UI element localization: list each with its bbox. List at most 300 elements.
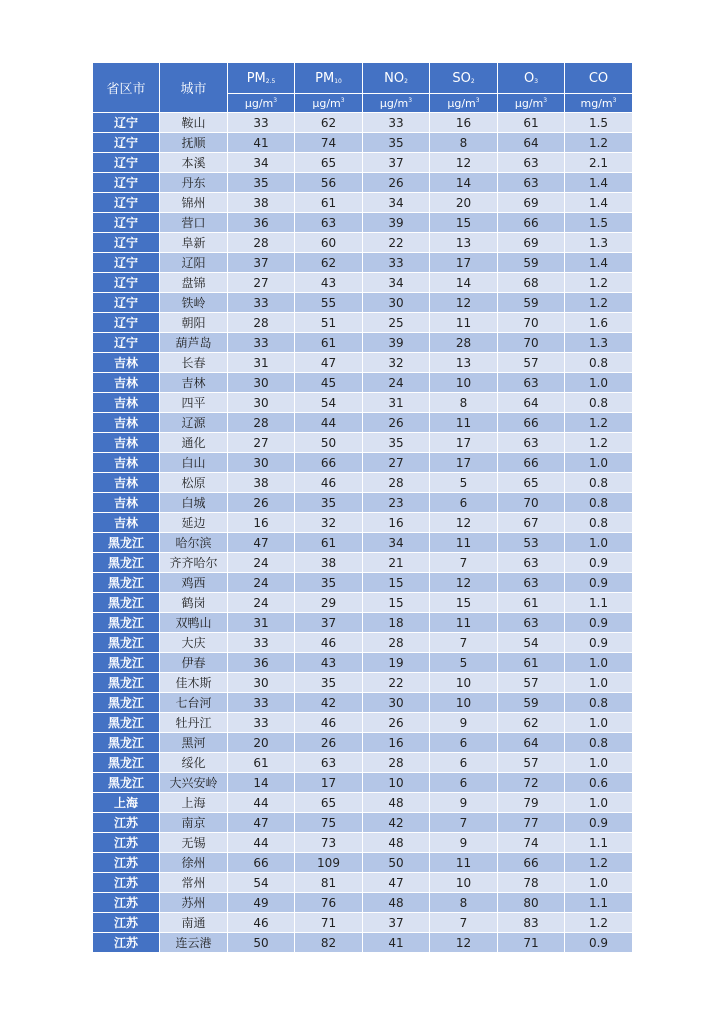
cell-pm10: 61 [295, 193, 363, 213]
cell-no2: 25 [363, 313, 430, 333]
cell-co: 1.4 [565, 253, 633, 273]
cell-co: 1.6 [565, 313, 633, 333]
unit-so2: $\mu g/m^3$ [430, 94, 498, 113]
cell-no2: 39 [363, 333, 430, 353]
table-row [93, 433, 633, 453]
cell-pm10: 35 [295, 493, 363, 513]
cell-pm25: 66 [228, 853, 295, 873]
cell-pm10: 32 [295, 513, 363, 533]
cell-province: 江苏 [93, 913, 160, 933]
cell-pm10: 37 [295, 613, 363, 633]
cell-province: 吉林 [93, 413, 160, 433]
cell-province: 辽宁 [93, 253, 160, 273]
cell-city: 延边 [160, 513, 228, 533]
cell-pm10: 109 [295, 853, 363, 873]
cell-pm10: 46 [295, 633, 363, 653]
table-row [93, 373, 633, 393]
cell-city: 连云港 [160, 933, 228, 953]
cell-co: 1.0 [565, 793, 633, 813]
cell-co: 1.2 [565, 433, 633, 453]
cell-so2: 15 [430, 593, 498, 613]
table-row [93, 573, 633, 593]
cell-no2: 19 [363, 653, 430, 673]
cell-pm10: 50 [295, 433, 363, 453]
cell-so2: 6 [430, 773, 498, 793]
cell-so2: 17 [430, 453, 498, 473]
table-row [93, 833, 633, 853]
cell-pm25: 27 [228, 273, 295, 293]
cell-pm10: 35 [295, 673, 363, 693]
cell-co: 0.8 [565, 493, 633, 513]
cell-co: 0.9 [565, 813, 633, 833]
table-row [93, 313, 633, 333]
table-row [93, 113, 633, 133]
cell-no2: 30 [363, 693, 430, 713]
cell-pm25: 34 [228, 153, 295, 173]
col-header-co: CO [565, 63, 633, 94]
table-row [93, 273, 633, 293]
col-header-province: 省区市 [93, 63, 160, 113]
cell-no2: 47 [363, 873, 430, 893]
cell-so2: 5 [430, 653, 498, 673]
cell-pm10: 55 [295, 293, 363, 313]
cell-pm10: 63 [295, 753, 363, 773]
cell-city: 四平 [160, 393, 228, 413]
cell-co: 1.0 [565, 673, 633, 693]
cell-pm10: 38 [295, 553, 363, 573]
cell-o3: 65 [498, 473, 565, 493]
cell-co: 1.2 [565, 293, 633, 313]
cell-o3: 66 [498, 213, 565, 233]
cell-pm10: 71 [295, 913, 363, 933]
cell-o3: 69 [498, 193, 565, 213]
cell-so2: 7 [430, 813, 498, 833]
cell-pm10: 35 [295, 573, 363, 593]
cell-o3: 83 [498, 913, 565, 933]
cell-city: 双鸭山 [160, 613, 228, 633]
cell-pm10: 56 [295, 173, 363, 193]
cell-province: 黑龙江 [93, 653, 160, 673]
cell-pm25: 33 [228, 713, 295, 733]
table-header [93, 63, 633, 113]
cell-no2: 32 [363, 353, 430, 373]
cell-city: 常州 [160, 873, 228, 893]
cell-province: 吉林 [93, 493, 160, 513]
cell-so2: 7 [430, 633, 498, 653]
cell-co: 0.8 [565, 353, 633, 373]
cell-city: 七台河 [160, 693, 228, 713]
cell-city: 白山 [160, 453, 228, 473]
cell-co: 1.2 [565, 413, 633, 433]
cell-province: 江苏 [93, 833, 160, 853]
table-row [93, 633, 633, 653]
cell-province: 黑龙江 [93, 693, 160, 713]
cell-co: 0.9 [565, 613, 633, 633]
cell-province: 江苏 [93, 853, 160, 873]
cell-pm25: 54 [228, 873, 295, 893]
table-row [93, 333, 633, 353]
cell-pm25: 46 [228, 913, 295, 933]
cell-no2: 22 [363, 233, 430, 253]
cell-pm25: 33 [228, 113, 295, 133]
table-row [93, 253, 633, 273]
cell-no2: 23 [363, 493, 430, 513]
cell-pm10: 43 [295, 273, 363, 293]
cell-so2: 9 [430, 713, 498, 733]
cell-pm25: 30 [228, 453, 295, 473]
cell-co: 1.0 [565, 653, 633, 673]
cell-so2: 7 [430, 553, 498, 573]
cell-o3: 61 [498, 653, 565, 673]
cell-pm10: 62 [295, 253, 363, 273]
cell-co: 1.2 [565, 273, 633, 293]
table-body [93, 113, 633, 953]
cell-o3: 62 [498, 713, 565, 733]
cell-co: 1.0 [565, 753, 633, 773]
cell-province: 黑龙江 [93, 613, 160, 633]
cell-no2: 28 [363, 633, 430, 653]
cell-pm10: 61 [295, 533, 363, 553]
cell-co: 1.3 [565, 333, 633, 353]
cell-o3: 59 [498, 693, 565, 713]
cell-o3: 69 [498, 233, 565, 253]
cell-co: 1.4 [565, 173, 633, 193]
col-header-pm10: $PM_{10}$ [295, 63, 363, 94]
cell-province: 黑龙江 [93, 553, 160, 573]
cell-pm25: 24 [228, 553, 295, 573]
cell-city: 南通 [160, 913, 228, 933]
cell-no2: 30 [363, 293, 430, 313]
cell-pm25: 41 [228, 133, 295, 153]
cell-co: 1.5 [565, 213, 633, 233]
table-row [93, 413, 633, 433]
cell-o3: 70 [498, 493, 565, 513]
cell-city: 无锡 [160, 833, 228, 853]
header-row-pollutants [93, 63, 633, 94]
cell-o3: 70 [498, 333, 565, 353]
cell-city: 苏州 [160, 893, 228, 913]
cell-no2: 26 [363, 173, 430, 193]
cell-co: 1.2 [565, 913, 633, 933]
cell-pm25: 44 [228, 793, 295, 813]
table-row [93, 393, 633, 413]
cell-pm25: 14 [228, 773, 295, 793]
cell-pm10: 60 [295, 233, 363, 253]
cell-pm10: 43 [295, 653, 363, 673]
cell-o3: 57 [498, 353, 565, 373]
cell-so2: 8 [430, 893, 498, 913]
cell-pm25: 35 [228, 173, 295, 193]
col-header-city: 城市 [160, 63, 228, 113]
cell-city: 鞍山 [160, 113, 228, 133]
cell-city: 黑河 [160, 733, 228, 753]
cell-pm10: 45 [295, 373, 363, 393]
air-quality-table [92, 62, 633, 953]
table-row [93, 533, 633, 553]
cell-co: 1.2 [565, 853, 633, 873]
table-row [93, 753, 633, 773]
cell-o3: 63 [498, 613, 565, 633]
cell-province: 吉林 [93, 393, 160, 413]
table-row [93, 213, 633, 233]
cell-no2: 16 [363, 733, 430, 753]
cell-pm25: 33 [228, 293, 295, 313]
cell-o3: 64 [498, 733, 565, 753]
table-row [93, 473, 633, 493]
cell-so2: 12 [430, 933, 498, 953]
cell-pm10: 42 [295, 693, 363, 713]
cell-co: 0.9 [565, 573, 633, 593]
table-row [93, 593, 633, 613]
cell-co: 0.8 [565, 693, 633, 713]
cell-city: 齐齐哈尔 [160, 553, 228, 573]
cell-pm10: 62 [295, 113, 363, 133]
cell-co: 1.4 [565, 193, 633, 213]
cell-so2: 11 [430, 413, 498, 433]
table-row [93, 873, 633, 893]
cell-pm25: 50 [228, 933, 295, 953]
cell-co: 0.8 [565, 473, 633, 493]
cell-province: 上海 [93, 793, 160, 813]
cell-so2: 17 [430, 253, 498, 273]
cell-pm25: 16 [228, 513, 295, 533]
unit-pm25: $\mu g/m^3$ [228, 94, 295, 113]
cell-province: 黑龙江 [93, 533, 160, 553]
cell-so2: 14 [430, 173, 498, 193]
cell-no2: 24 [363, 373, 430, 393]
cell-city: 丹东 [160, 173, 228, 193]
cell-city: 大兴安岭 [160, 773, 228, 793]
table-row [93, 193, 633, 213]
cell-o3: 59 [498, 293, 565, 313]
cell-no2: 34 [363, 193, 430, 213]
cell-province: 吉林 [93, 453, 160, 473]
cell-so2: 11 [430, 533, 498, 553]
table-row [93, 893, 633, 913]
cell-so2: 15 [430, 213, 498, 233]
cell-pm25: 28 [228, 413, 295, 433]
cell-so2: 11 [430, 613, 498, 633]
cell-pm25: 47 [228, 533, 295, 553]
cell-no2: 37 [363, 913, 430, 933]
cell-pm10: 46 [295, 473, 363, 493]
table-row [93, 913, 633, 933]
table-row [93, 813, 633, 833]
cell-no2: 33 [363, 253, 430, 273]
cell-pm10: 46 [295, 713, 363, 733]
cell-so2: 10 [430, 673, 498, 693]
cell-pm10: 74 [295, 133, 363, 153]
cell-no2: 15 [363, 593, 430, 613]
cell-so2: 12 [430, 513, 498, 533]
cell-o3: 64 [498, 393, 565, 413]
table-row [93, 933, 633, 953]
cell-so2: 8 [430, 133, 498, 153]
cell-pm10: 44 [295, 413, 363, 433]
cell-pm10: 65 [295, 153, 363, 173]
cell-so2: 10 [430, 693, 498, 713]
cell-so2: 6 [430, 493, 498, 513]
cell-province: 辽宁 [93, 313, 160, 333]
cell-province: 黑龙江 [93, 733, 160, 753]
cell-no2: 16 [363, 513, 430, 533]
cell-pm25: 24 [228, 573, 295, 593]
cell-o3: 53 [498, 533, 565, 553]
cell-so2: 16 [430, 113, 498, 133]
cell-province: 辽宁 [93, 293, 160, 313]
cell-so2: 13 [430, 353, 498, 373]
cell-city: 辽源 [160, 413, 228, 433]
cell-city: 通化 [160, 433, 228, 453]
cell-so2: 12 [430, 153, 498, 173]
cell-pm25: 28 [228, 233, 295, 253]
cell-city: 吉林 [160, 373, 228, 393]
cell-city: 哈尔滨 [160, 533, 228, 553]
cell-pm25: 44 [228, 833, 295, 853]
cell-province: 黑龙江 [93, 753, 160, 773]
cell-so2: 11 [430, 313, 498, 333]
cell-city: 徐州 [160, 853, 228, 873]
cell-o3: 66 [498, 413, 565, 433]
cell-no2: 26 [363, 413, 430, 433]
cell-province: 黑龙江 [93, 673, 160, 693]
cell-city: 大庆 [160, 633, 228, 653]
cell-co: 1.1 [565, 593, 633, 613]
cell-pm10: 26 [295, 733, 363, 753]
cell-o3: 54 [498, 633, 565, 653]
cell-city: 铁岭 [160, 293, 228, 313]
cell-o3: 64 [498, 133, 565, 153]
cell-pm10: 63 [295, 213, 363, 233]
table-row [93, 853, 633, 873]
cell-province: 吉林 [93, 513, 160, 533]
cell-no2: 41 [363, 933, 430, 953]
cell-so2: 10 [430, 373, 498, 393]
cell-co: 1.3 [565, 233, 633, 253]
cell-province: 辽宁 [93, 213, 160, 233]
cell-co: 1.2 [565, 133, 633, 153]
cell-o3: 79 [498, 793, 565, 813]
cell-so2: 11 [430, 853, 498, 873]
cell-no2: 22 [363, 673, 430, 693]
cell-city: 本溪 [160, 153, 228, 173]
cell-city: 白城 [160, 493, 228, 513]
cell-o3: 77 [498, 813, 565, 833]
cell-co: 1.0 [565, 713, 633, 733]
cell-so2: 20 [430, 193, 498, 213]
cell-o3: 57 [498, 673, 565, 693]
cell-pm10: 51 [295, 313, 363, 333]
cell-o3: 59 [498, 253, 565, 273]
cell-so2: 9 [430, 793, 498, 813]
cell-province: 吉林 [93, 353, 160, 373]
cell-pm25: 47 [228, 813, 295, 833]
cell-so2: 6 [430, 733, 498, 753]
unit-co: $mg/m^3$ [565, 94, 633, 113]
cell-co: 0.9 [565, 633, 633, 653]
cell-province: 江苏 [93, 893, 160, 913]
cell-no2: 33 [363, 113, 430, 133]
cell-o3: 74 [498, 833, 565, 853]
cell-pm25: 36 [228, 653, 295, 673]
cell-so2: 13 [430, 233, 498, 253]
table-row [93, 713, 633, 733]
cell-pm25: 38 [228, 473, 295, 493]
table-row [93, 293, 633, 313]
cell-co: 1.1 [565, 893, 633, 913]
table-row [93, 733, 633, 753]
cell-pm25: 30 [228, 393, 295, 413]
cell-province: 辽宁 [93, 173, 160, 193]
cell-o3: 63 [498, 553, 565, 573]
table-row [93, 173, 633, 193]
cell-city: 伊春 [160, 653, 228, 673]
cell-pm10: 76 [295, 893, 363, 913]
cell-so2: 12 [430, 573, 498, 593]
cell-province: 辽宁 [93, 113, 160, 133]
cell-o3: 63 [498, 173, 565, 193]
cell-co: 0.8 [565, 393, 633, 413]
cell-no2: 39 [363, 213, 430, 233]
cell-pm25: 38 [228, 193, 295, 213]
cell-pm25: 49 [228, 893, 295, 913]
cell-o3: 70 [498, 313, 565, 333]
cell-co: 1.5 [565, 113, 633, 133]
cell-so2: 7 [430, 913, 498, 933]
unit-no2: $\mu g/m^3$ [363, 94, 430, 113]
cell-city: 营口 [160, 213, 228, 233]
table-row [93, 493, 633, 513]
cell-no2: 50 [363, 853, 430, 873]
table-row [93, 513, 633, 533]
cell-o3: 63 [498, 373, 565, 393]
cell-pm10: 65 [295, 793, 363, 813]
cell-no2: 18 [363, 613, 430, 633]
cell-o3: 63 [498, 433, 565, 453]
cell-co: 0.6 [565, 773, 633, 793]
cell-no2: 34 [363, 273, 430, 293]
cell-o3: 61 [498, 593, 565, 613]
cell-pm25: 20 [228, 733, 295, 753]
cell-o3: 72 [498, 773, 565, 793]
cell-o3: 78 [498, 873, 565, 893]
cell-o3: 57 [498, 753, 565, 773]
cell-pm10: 29 [295, 593, 363, 613]
cell-so2: 5 [430, 473, 498, 493]
cell-co: 0.8 [565, 513, 633, 533]
cell-pm25: 36 [228, 213, 295, 233]
cell-pm25: 33 [228, 693, 295, 713]
cell-province: 黑龙江 [93, 633, 160, 653]
cell-no2: 28 [363, 753, 430, 773]
cell-city: 辽阳 [160, 253, 228, 273]
cell-province: 江苏 [93, 933, 160, 953]
cell-o3: 61 [498, 113, 565, 133]
cell-pm25: 24 [228, 593, 295, 613]
cell-pm25: 33 [228, 633, 295, 653]
cell-pm10: 17 [295, 773, 363, 793]
cell-co: 0.9 [565, 553, 633, 573]
cell-no2: 34 [363, 533, 430, 553]
cell-no2: 35 [363, 133, 430, 153]
cell-province: 江苏 [93, 873, 160, 893]
cell-city: 葫芦岛 [160, 333, 228, 353]
cell-province: 吉林 [93, 373, 160, 393]
cell-no2: 35 [363, 433, 430, 453]
cell-co: 1.0 [565, 873, 633, 893]
cell-so2: 8 [430, 393, 498, 413]
cell-no2: 10 [363, 773, 430, 793]
